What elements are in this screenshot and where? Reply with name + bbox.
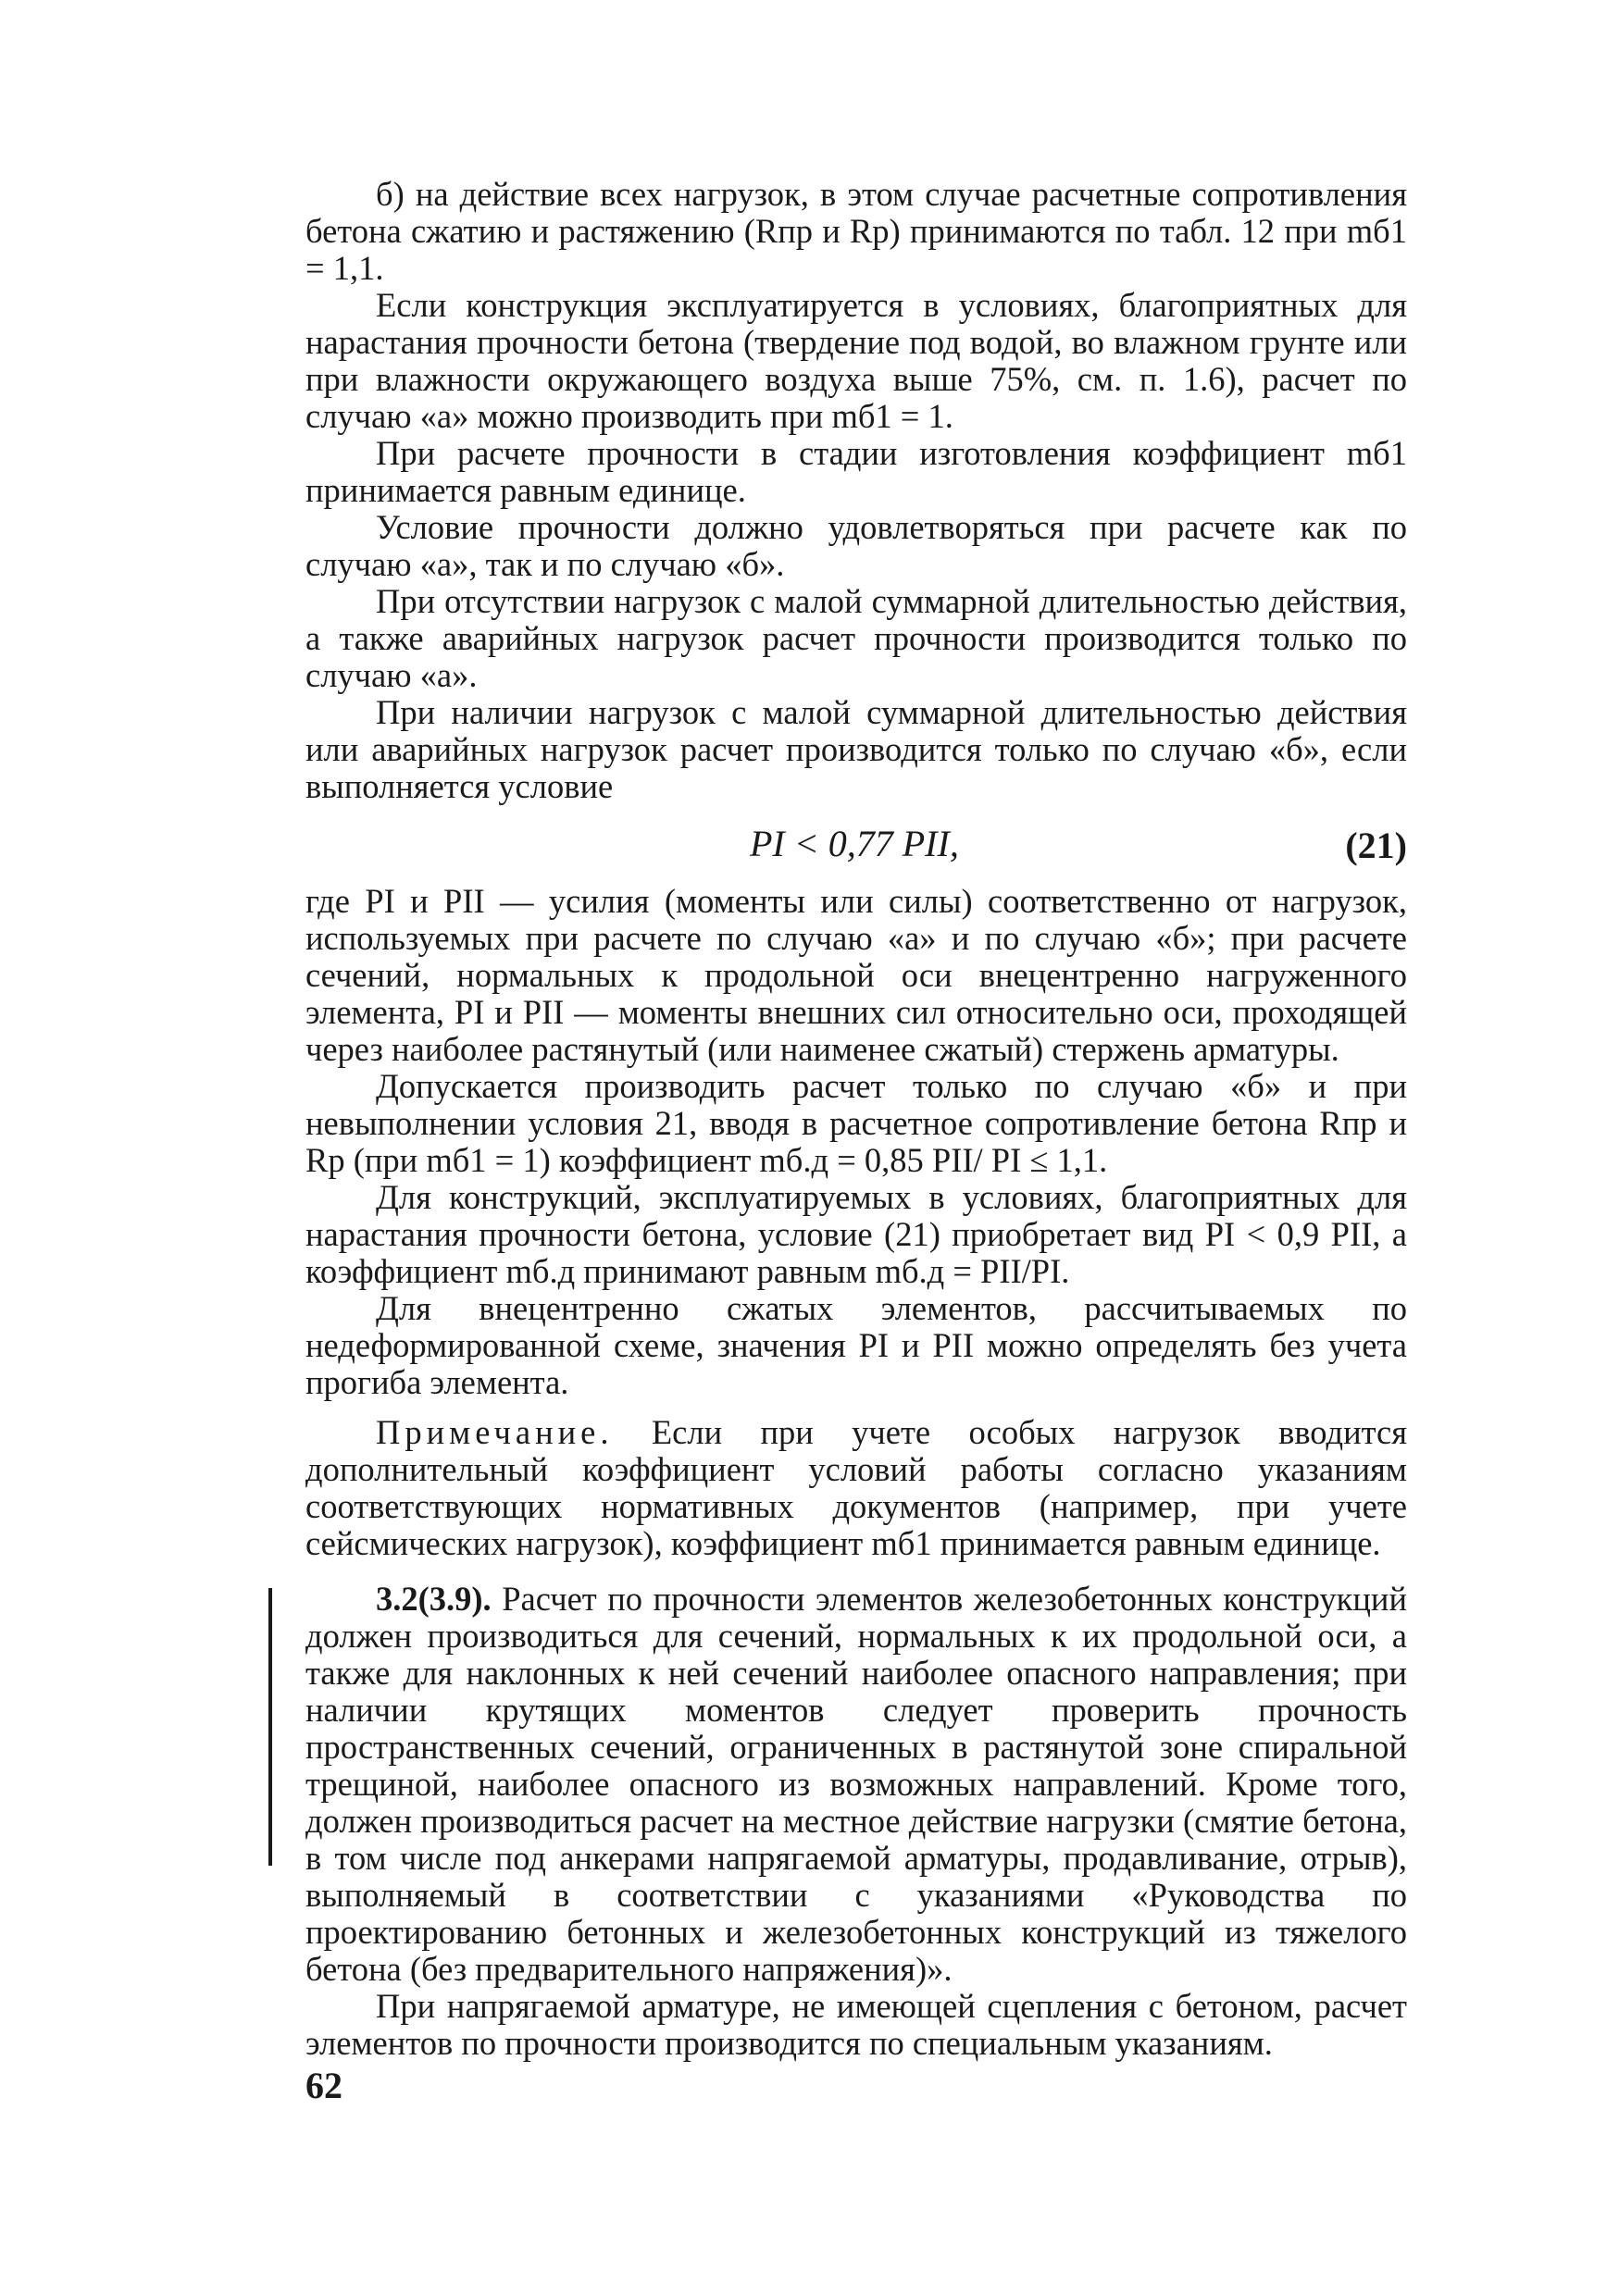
- section-paragraph: [305, 1581, 1407, 1988]
- paragraph: При наличии нагрузок с малой суммарной длительностью действия или аварийных нагрузок расчет производится только по случаю «б», если выполняется условие: [305, 693, 1407, 805]
- paragraph: Условие прочности должно удовлетворяться при расчете как по случаю «а», так и по случаю «б».: [305, 508, 1407, 583]
- paragraph: Если конструкция эксплуатируется в условиях, благоприятных для нарастания прочности бетона (твердение под водой, во влажном грунте или при влажности окружающего воздуха выше 75%, см. п. 1.6), расчет по случаю «а» можно производить при mб1 = 1.: [305, 286, 1407, 435]
- formula-number: (21): [1345, 825, 1407, 866]
- formula-21: [305, 805, 1407, 883]
- paragraph: б) на действие всех нагрузок, в этом случае расчетные сопротивления бетона сжатию и растяжению (Rпр и Rр) принимаются по табл. 12 при mб1 = 1,1.: [305, 175, 1407, 287]
- change-bar: [268, 1588, 272, 1866]
- page-body: [305, 176, 1407, 2062]
- paragraph: При напрягаемой арматуре, не имеющей сцепления с бетоном, расчет элементов по прочности производится по специальным указаниям.: [305, 1987, 1407, 2062]
- note-text: Если при учете особых нагрузок вводится дополнительный коэффициент условий работы согласно указаниям соответствующих нормативных документов (например, при учете сейсмических нагрузок), коэффициент mб1 принимается равным единице.: [305, 1413, 1407, 1562]
- formula-expression: PI < 0,77 PII,: [750, 823, 959, 864]
- paragraph: При отсутствии нагрузок с малой суммарной длительностью действия, а также аварийных нагрузок расчет прочности производится только по случаю «а».: [305, 582, 1407, 694]
- paragraph: Для внецентренно сжатых элементов, рассчитываемых по недеформированной схеме, значения PI и PII можно определять без учета прогиба элемента.: [305, 1289, 1407, 1401]
- note-label: Примечание.: [376, 1413, 614, 1451]
- section-number: 3.2(3.9).: [376, 1580, 492, 1618]
- paragraph: При расчете прочности в стадии изготовления коэффициент mб1 принимается равным единице.: [305, 434, 1407, 509]
- section-text: Расчет по прочности элементов железобетонных конструкций должен производиться для сечений, нормальных к их продольной оси, а также для наклонных к ней сечений наиболее опасного направления; при наличии крутящих моментов следует проверить прочность пространственных сечений, ограниченных в растянутой зоне спиральной трещиной, наиболее опасного из возможных направлений. Кроме того, должен производиться расчет на местное действие нагрузки (смятие бетона, в том числе под анкерами напрягаемой арматуры, продавливание, отрыв), выполняемый в соответствии с указаниями «Руководства по проектированию бетонных и железобетонных конструкций из тяжелого бетона (без предварительного напряжения)».: [305, 1580, 1408, 1988]
- paragraph: Для конструкций, эксплуатируемых в условиях, благоприятных для нарастания прочности бетона, условие (21) приобретает вид PI < 0,9 PII, а коэффициент mб.д принимают равным mб.д = PII/PI.: [305, 1178, 1407, 1290]
- paragraph: Допускается производить расчет только по случаю «б» и при невыполнении условия 21, вводя в расчетное сопротивление бетона Rпр и Rр (при mб1 = 1) коэффициент mб.д = 0,85 PII/ PI ≤ 1,1.: [305, 1067, 1407, 1179]
- section-3-2: [305, 1581, 1407, 2062]
- paragraph: где PI и PII — усилия (моменты или силы) соответственно от нагрузок, используемых при расчете по случаю «а» и по случаю «б»; при расчете сечений, нормальных к продольной оси внецентренно нагруженного элемента, PI и PII — моменты внешних сил относительно оси, проходящей через наиболее растянутый (или наименее сжатый) стержень арматуры.: [305, 882, 1407, 1068]
- page-number: 62: [305, 2065, 342, 2106]
- note: [305, 1414, 1407, 1562]
